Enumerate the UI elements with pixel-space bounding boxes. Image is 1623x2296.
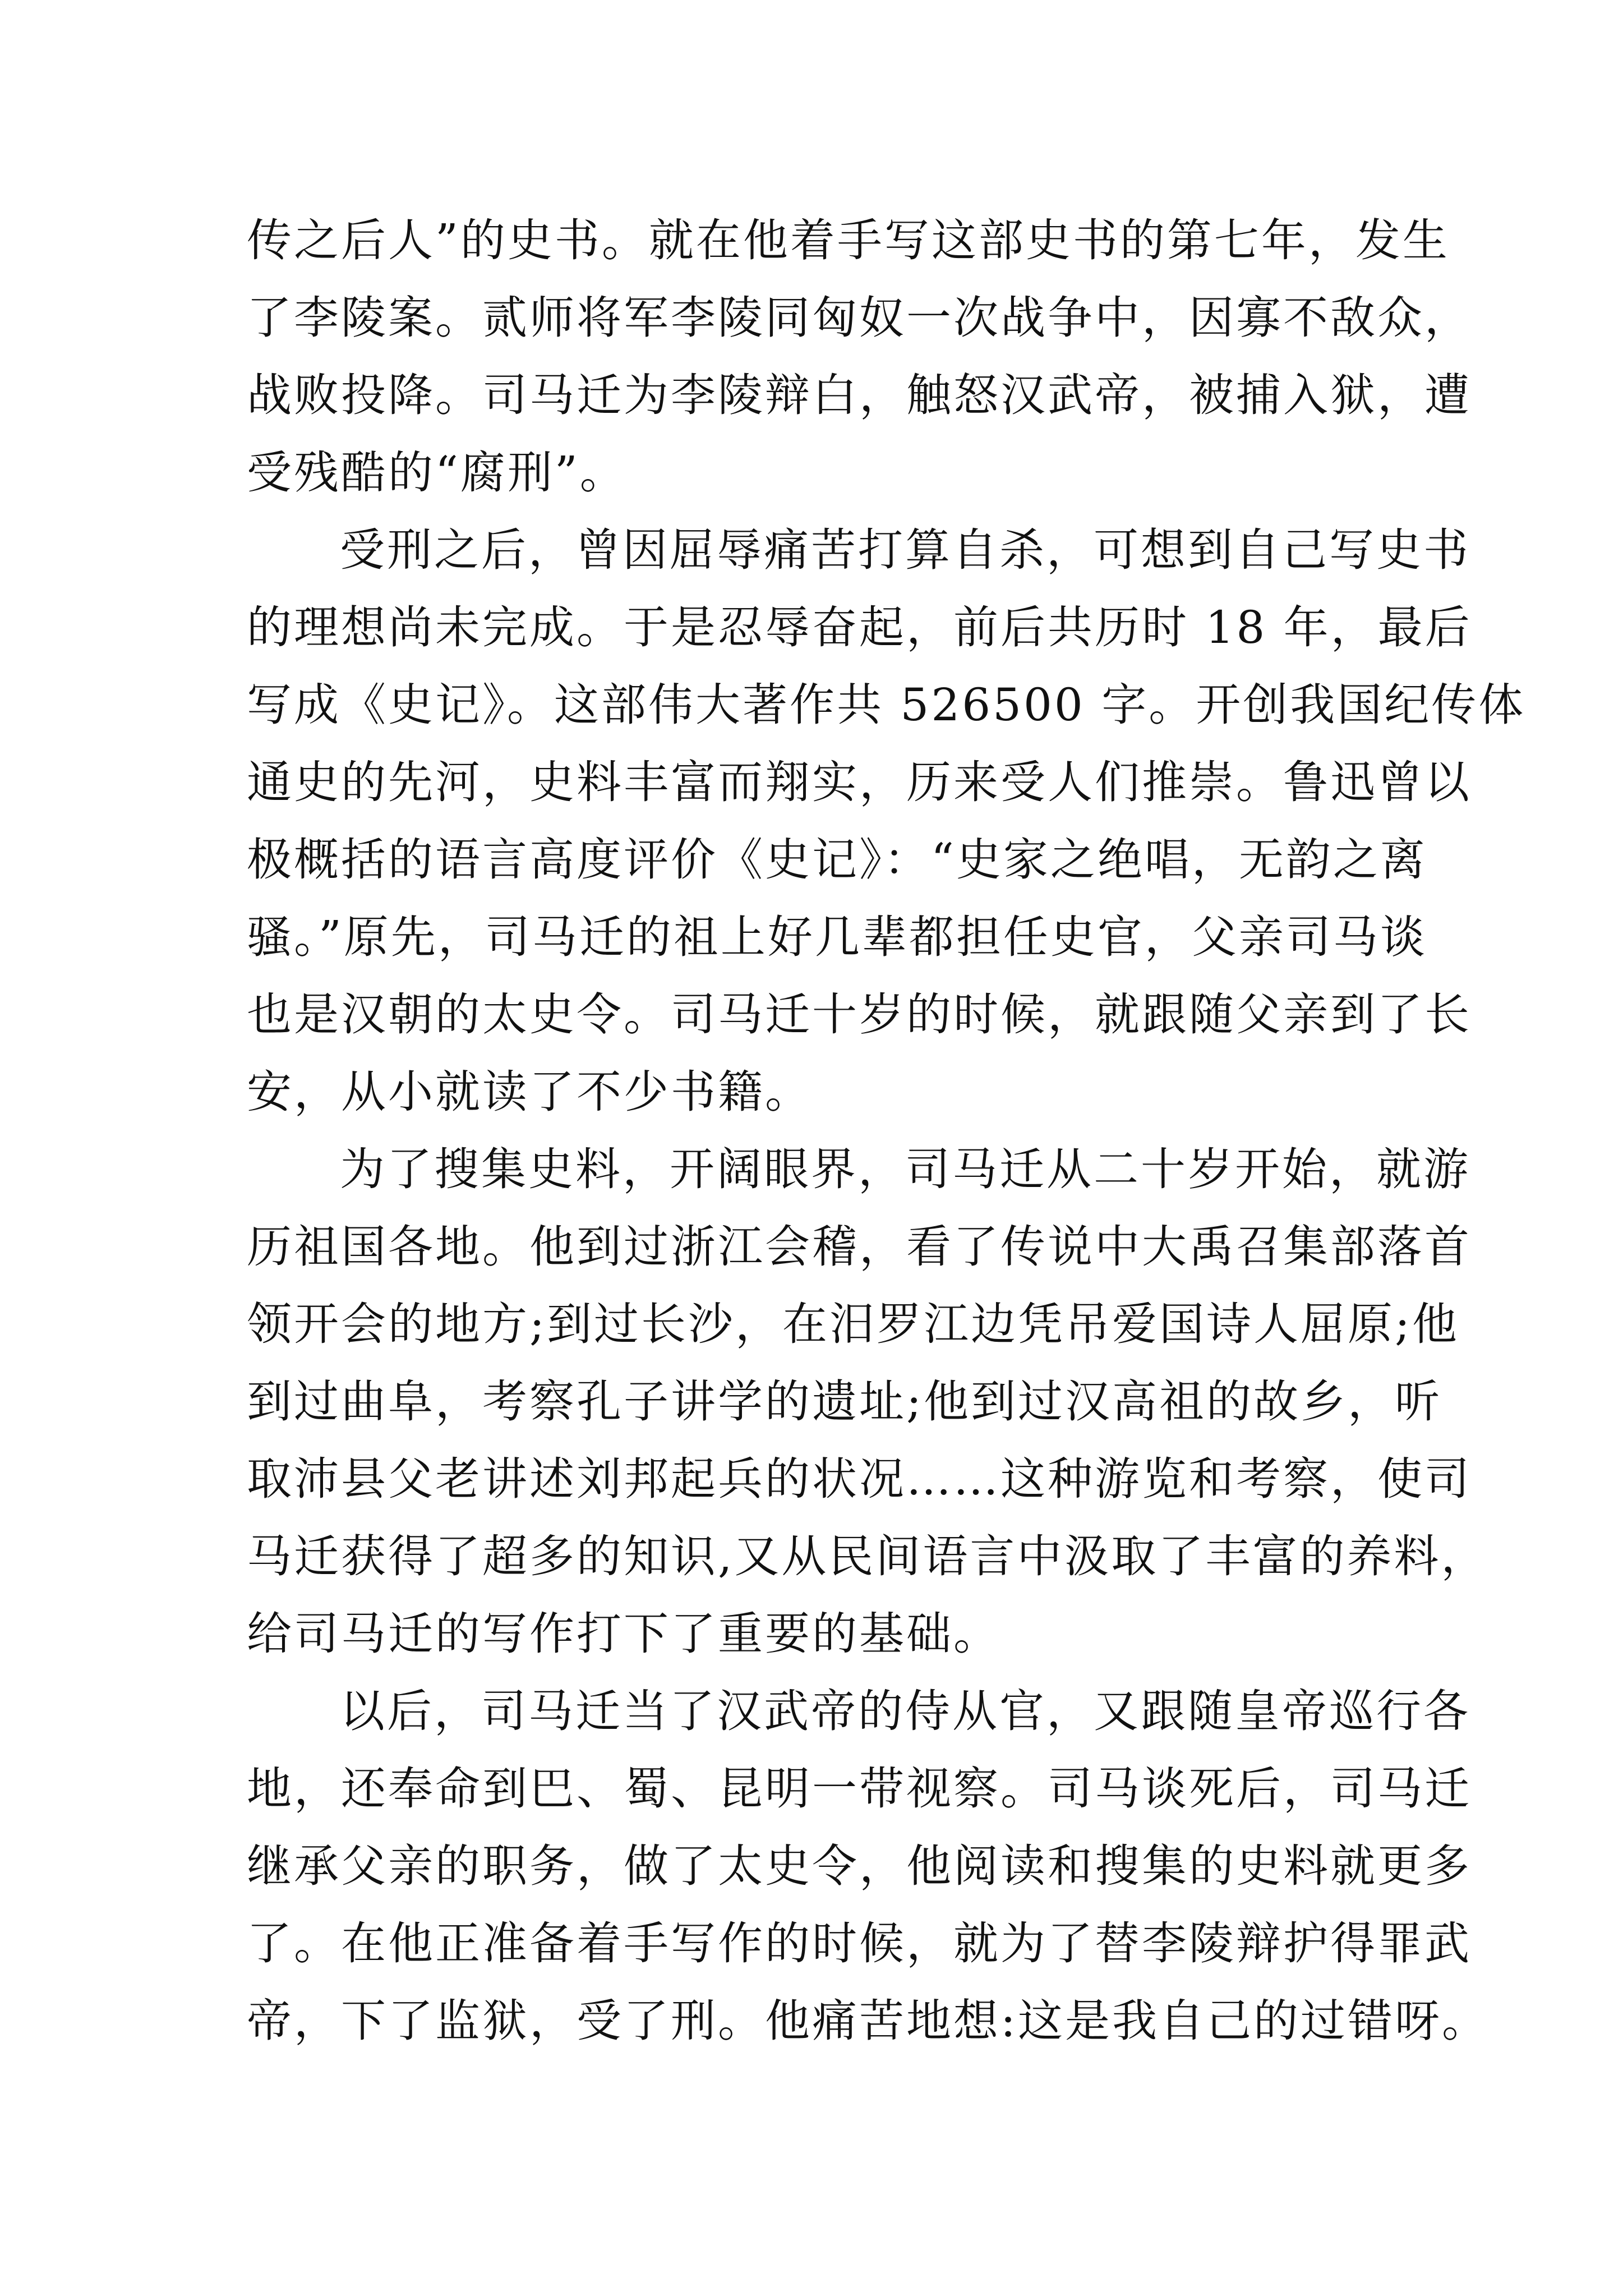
text-line: 了。在他正准备着手写作的时候，就为了替李陵辩护得罪武	[247, 1917, 1472, 1970]
text-line: 也是汉朝的太史令。司马迁十岁的时候，就跟随父亲到了长	[247, 988, 1472, 1041]
text-line: 通史的先河，史料丰富而翔实，历来受人们推崇。鲁迅曾以	[247, 756, 1472, 808]
text-line: 写成《史记》。这部伟大著作共 526500 字。开创我国纪传体	[247, 679, 1526, 731]
text-line: 地，还奉命到巴、蜀、昆明一带视察。司马谈死后，司马迁	[247, 1763, 1472, 1815]
text-line: 马迁获得了超多的知识,又从民间语言中汲取了丰富的养料，	[247, 1530, 1488, 1582]
text-line: 领开会的地方;到过长沙，在汨罗江边凭吊爱国诗人屈原;他	[247, 1298, 1459, 1350]
text-line: 到过曲阜，考察孔子讲学的遗址;他到过汉高祖的故乡，听	[247, 1375, 1442, 1428]
paragraph-start-line: 以后，司马迁当了汉武帝的侍从官，又跟随皇帝巡行各	[340, 1685, 1470, 1737]
text-line: 继承父亲的职务，做了太史令，他阅读和搜集的史料就更多	[247, 1840, 1472, 1892]
text-line: 极概括的语言高度评价《史记》：“史家之绝唱，无韵之离	[247, 834, 1427, 886]
text-line: 给司马迁的写作打下了重要的基础。	[247, 1608, 1000, 1660]
text-line: 帝，下了监狱，受了刑。他痛苦地想:这是我自己的过错呀。	[247, 1995, 1489, 2047]
body-text	[247, 202, 1526, 2060]
text-line: 安，从小就读了不少书籍。	[247, 1066, 812, 1118]
text-line: 取沛县父老讲述刘邦起兵的状况……这种游览和考察，使司	[247, 1453, 1472, 1505]
paragraph-start-line: 受刑之后，曾因屈辱痛苦打算自杀，可想到自己写史书	[340, 524, 1470, 576]
paragraph-start-line: 为了搜集史料，开阔眼界，司马迁从二十岁开始，就游	[340, 1143, 1470, 1195]
text-line: 战败投降。司马迁为李陵辩白，触怒汉武帝，被捕入狱，遭	[247, 369, 1472, 421]
text-line: 了李陵案。贰师将军李陵同匈奴一次战争中，因寡不敌众，	[247, 292, 1472, 344]
text-line: 的理想尚未完成。于是忍辱奋起，前后共历时 18 年，最后	[247, 601, 1472, 654]
text-line: 历祖国各地。他到过浙江会稽，看了传说中大禹召集部落首	[247, 1221, 1472, 1273]
text-line: 骚。”原先，司马迁的祖上好几辈都担任史官，父亲司马谈	[247, 911, 1427, 963]
text-line: 受残酷的“腐刑”。	[247, 447, 627, 499]
text-line: 传之后人”的史书。就在他着手写这部史书的第七年，发生	[247, 214, 1450, 266]
